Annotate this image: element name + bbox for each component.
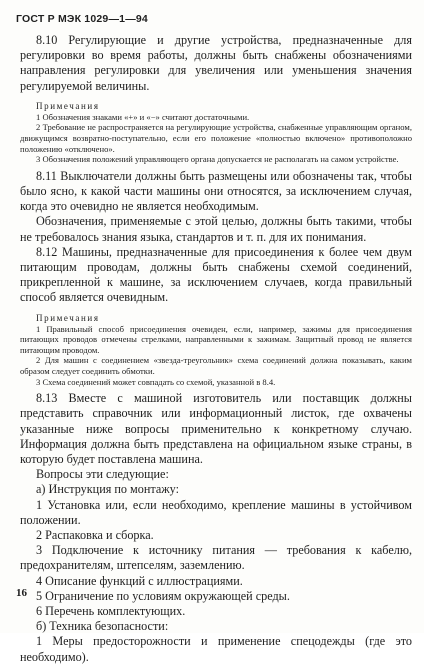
page-number: 16 bbox=[16, 587, 27, 599]
note-item: 2 Для машин с соединением «звезда-треугольник» схема соединений должна показывать, каким образом следует соединить обмотки. bbox=[20, 355, 412, 376]
body-paragraph: 8.10 Регулирующие и другие устройства, предназначенные для регулировки во время работы, должны быть снабжены обозначениями направления регулировки для увеличения или уменьшения значения регулируемой величины. bbox=[20, 33, 412, 93]
body-paragraph: 8.11 Выключатели должны быть размещены или обозначены так, чтобы было ясно, к какой части машины они относятся, за исключением случая, когда это очевидно не является необходимым. bbox=[20, 168, 412, 214]
notes-heading: Примечания bbox=[36, 100, 100, 111]
body-paragraph: б) Техника безопасности: bbox=[36, 619, 169, 634]
body-paragraph: Обозначения, применяемые с этой целью, должны быть такими, чтобы не требовалось знания языка, стандартов и т. п. для их понимания. bbox=[20, 214, 412, 244]
notes-heading: Примечания bbox=[36, 312, 100, 323]
note-item: 3 Обозначения положений управляющего органа допускается не располагать на самом устройстве. bbox=[36, 154, 399, 165]
body-paragraph: 5 Ограничение по условиям окружающей среды. bbox=[36, 588, 290, 603]
body-paragraph: 3 Подключение к источнику питания — требования к кабелю, предохранителям, штепселям, заземлению. bbox=[20, 543, 412, 573]
document-header: ГОСТ Р МЭК 1029—1—94 bbox=[16, 13, 148, 25]
body-paragraph: 1 Меры предосторожности и применение спецодежды (где это необходимо). bbox=[20, 634, 412, 664]
body-paragraph: 1 Установка или, если необходимо, крепление машины в устойчивом положении. bbox=[20, 497, 412, 527]
body-paragraph: 4 Описание функций с иллюстрациями. bbox=[36, 573, 243, 588]
body-paragraph: 6 Перечень комплектующих. bbox=[36, 604, 186, 619]
note-item: 3 Схема соединений может совпадать со схемой, указанной в 8.4. bbox=[36, 376, 276, 387]
body-paragraph: Вопросы эти следующие: bbox=[36, 467, 169, 482]
body-paragraph: 8.13 Вместе с машиной изготовитель или поставщик должны представить справочник или информационный листок, где охвачены указанные ниже вопросы применительно к конкретному случаю. Информация должна быть представлена на официальном языке страны, в которую будет поставлена машина. bbox=[20, 391, 412, 466]
note-item: 1 Правильный способ присоединения очевиден, если, например, зажимы для присоединения питающих проводов отмечены стрелками, направленными к зажимам. Защитный провод не является питающим проводом. bbox=[20, 323, 412, 355]
spacer bbox=[20, 94, 412, 96]
spacer bbox=[20, 306, 412, 308]
body-paragraph: а) Инструкция по монтажу: bbox=[36, 482, 179, 497]
document-body bbox=[20, 33, 412, 665]
body-paragraph: 2 Распаковка и сборка. bbox=[36, 528, 154, 542]
note-item: 2 Требование не распространяется на регулирующие устройства, снабженные управляющим органом, движущимся возвратно-поступательно, если его положение «полностью включено» противоположно положению «отключено». bbox=[20, 122, 412, 154]
body-paragraph: 8.12 Машины, предназначенные для присоединения к более чем двум питающим проводам, должны быть снабжены схемой соединений, прикрепленной к машине, за исключением случаев, когда правильный способ является очевидным. bbox=[20, 244, 412, 305]
note-item: 1 Обозначения знаками «+» и «−» считают достаточными. bbox=[36, 111, 250, 122]
